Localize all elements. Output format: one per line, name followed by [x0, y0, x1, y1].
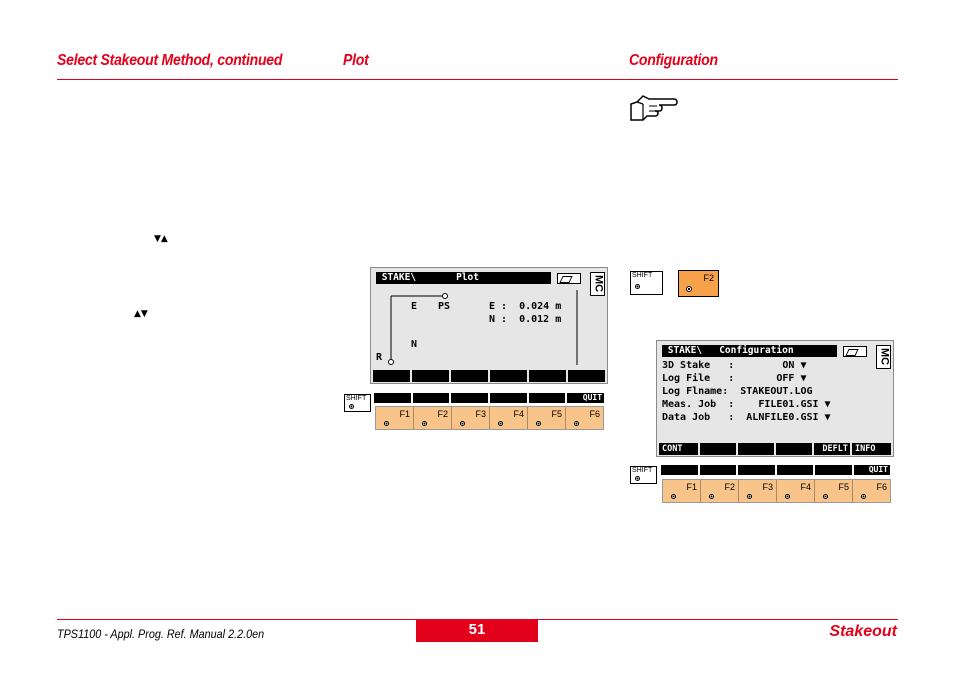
plot-shift-softkey-5[interactable] [529, 393, 566, 403]
section-title-left: Select Stakeout Method, continued [57, 52, 283, 69]
config-deflt-softkey[interactable]: DEFLT [814, 443, 850, 455]
section-title-configuration: Configuration [629, 52, 718, 69]
config-shift-softkey-1[interactable] [661, 465, 698, 475]
plot-label-e: E [411, 301, 418, 312]
plot-shift-softkey-3[interactable] [451, 393, 488, 403]
mc-icon: MC [590, 272, 605, 296]
config-f3-key[interactable]: F3 [739, 480, 777, 502]
config-softkey-4[interactable] [776, 443, 812, 455]
config-f2-key[interactable]: F2 [701, 480, 739, 502]
config-f6-key[interactable]: F6 [853, 480, 890, 502]
mc-icon: MC [876, 345, 891, 369]
header-rule [57, 79, 898, 80]
config-softkey-3[interactable] [738, 443, 774, 455]
config-shift-softkey-5[interactable] [815, 465, 852, 475]
plot-function-keys [375, 406, 604, 430]
plot-drawing [371, 268, 609, 385]
pointing-hand-icon [629, 94, 679, 124]
plot-softkey-bar [373, 370, 605, 382]
battery-icon [843, 346, 867, 357]
plot-f4-key[interactable]: F4 [490, 407, 528, 429]
arrow-down-up-icon: ▼▲ [154, 234, 168, 244]
config-shift-key[interactable]: SHIFT [630, 466, 657, 484]
config-shift-softkey-4[interactable] [777, 465, 814, 475]
plot-softkey-3[interactable] [451, 370, 488, 382]
plot-f2-key[interactable]: F2 [414, 407, 452, 429]
config-row-meas-job[interactable]: Meas. Job : FILE01.GSI ▼ [662, 399, 831, 410]
plot-softkey-4[interactable] [490, 370, 527, 382]
plot-label-r: R [376, 352, 383, 363]
plot-shift-softkey-bar [374, 393, 604, 403]
page-number: 51 [416, 620, 538, 642]
config-info-softkey[interactable]: INFO [852, 443, 891, 455]
config-function-keys [662, 479, 891, 503]
config-softkey-bar [659, 443, 891, 455]
plot-f1-key[interactable]: F1 [376, 407, 414, 429]
config-f1-key[interactable]: F1 [663, 480, 701, 502]
config-f4-key[interactable]: F4 [777, 480, 815, 502]
section-title-plot: Plot [343, 52, 369, 69]
config-quit-softkey[interactable]: QUIT [854, 465, 891, 475]
plot-softkey-6[interactable] [568, 370, 605, 382]
config-softkey-2[interactable] [700, 443, 736, 455]
plot-shift-softkey-2[interactable] [413, 393, 450, 403]
config-row-log-file[interactable]: Log File : OFF ▼ [662, 373, 807, 384]
plot-shift-softkey-1[interactable] [374, 393, 411, 403]
config-shift-key-pressed[interactable]: SHIFT [630, 271, 663, 295]
key-dot-icon [349, 404, 354, 409]
plot-softkey-2[interactable] [412, 370, 449, 382]
plot-f3-key[interactable]: F3 [452, 407, 490, 429]
plot-f6-key[interactable]: F6 [566, 407, 603, 429]
plot-label-ps: PS [438, 301, 451, 312]
config-row-log-flname[interactable]: Log Flname: STAKEOUT.LOG [662, 386, 813, 397]
plot-softkey-1[interactable] [373, 370, 410, 382]
arrow-up-down-icon: ▲▼ [134, 309, 148, 319]
footer-chapter: Stakeout [829, 623, 897, 640]
config-cont-softkey[interactable]: CONT [659, 443, 698, 455]
plot-screen-title: STAKE\ Plot [376, 272, 551, 284]
plot-shift-key[interactable]: SHIFT [344, 394, 371, 412]
plot-f5-key[interactable]: F5 [528, 407, 566, 429]
plot-n-offset: N : 0.012 m [489, 314, 562, 325]
config-shift-softkey-bar [661, 465, 890, 475]
plot-shift-softkey-4[interactable] [490, 393, 527, 403]
config-f5-key[interactable]: F5 [815, 480, 853, 502]
config-shift-softkey-2[interactable] [700, 465, 737, 475]
plot-quit-softkey[interactable]: QUIT [567, 393, 604, 403]
config-shift-softkey-3[interactable] [738, 465, 775, 475]
plot-label-n: N [411, 339, 418, 350]
config-row-data-job[interactable]: Data Job : ALNFILE0.GSI ▼ [662, 412, 831, 423]
config-f2-key-pressed[interactable]: F2 [678, 270, 719, 297]
plot-e-offset: E : 0.024 m [489, 301, 562, 312]
footer-manual-title: TPS1100 - Appl. Prog. Ref. Manual 2.2.0en [57, 627, 265, 641]
config-screen [656, 340, 894, 457]
config-screen-title: STAKE\ Configuration [662, 345, 837, 357]
plot-screen [370, 267, 608, 384]
config-row-3d-stake[interactable]: 3D Stake : ON ▼ [662, 360, 807, 371]
plot-softkey-5[interactable] [529, 370, 566, 382]
